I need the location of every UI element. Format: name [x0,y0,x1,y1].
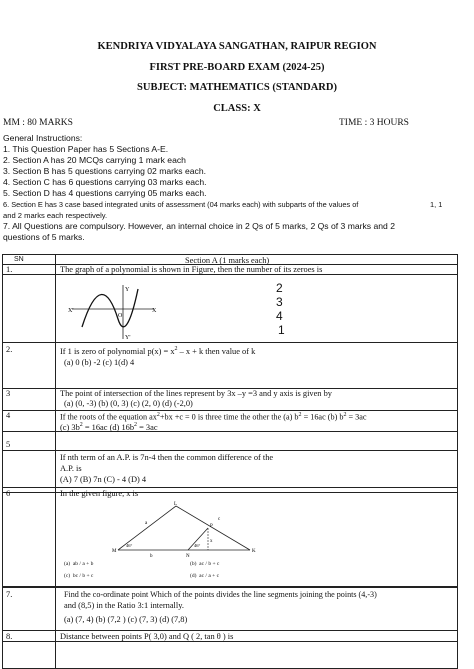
axis-x-prime: X' [68,308,74,314]
label-a: a [145,521,148,526]
q1-option: 3 [276,295,283,309]
instruction-item: and 2 marks each respectively. [3,211,108,220]
label-l: L [174,502,178,507]
label-n: N [186,554,190,559]
q8-number: 8. [6,632,13,641]
triangle-figure [110,500,260,560]
instruction-item: 6. Section E has 3 case based integrated units of assessment (04 marks each) with subparts of the values of [3,200,359,209]
instruction-item: 3. Section B has 5 questions carrying 02 marks each. [3,166,207,176]
q2-options: (a) 0 (b) -2 (c) 1(d) 4 [64,358,135,367]
axis-x: X [152,308,157,314]
axis-y-prime: Y' [125,335,131,341]
class-title: CLASS: X [213,103,261,114]
school-title: KENDRIYA VIDYALAYA SANGATHAN, RAIPUR REGION [97,41,377,52]
q3-number: 3 [6,389,11,398]
angle-1: 46° [126,543,133,548]
instruction-item: 2. Section A has 20 MCQs carrying 1 mark each [3,155,186,165]
time-allowed: TIME : 3 HOURS [339,118,409,128]
label-k: K [252,549,256,554]
q2-text: If 1 is zero of polynomial $p(x) = x^2 - x + k$ then value of k [60,346,256,356]
axis-y: Y [125,287,130,293]
q7-number: 7. [6,590,13,599]
q1-option: 4 [276,309,283,323]
instruction-item: 1. This Question Paper has 5 Sections A-E. [3,144,169,154]
q5-options: (A) 7 (B) 7n (C) - 4 (D) 4 [60,475,147,484]
origin-label: O [118,313,123,319]
q6-option-b: (b) ac / b + c [190,561,220,567]
q1-option: 2 [276,281,283,295]
q7-text: Find the co-ordinate point Which of the points divides the line segments joining the points (4,-3) [64,590,377,599]
section-a-heading: Section A (1 marks each) [185,256,270,265]
q5-number: 5 [6,440,11,449]
polynomial-graph [68,283,158,341]
q4-options-line2: (c) $3b^2 = 16ac$ (d) $16b^2 = 3ac$ [60,422,158,432]
label-b: b [150,554,153,559]
q6-option-c: (c) bc / b + c [64,573,94,579]
max-marks: MM : 80 MARKS [3,118,73,128]
col-sn-header: SN [14,256,24,263]
q3-options: (a) (0, -3) (b) (0, 3) (c) (2, 0) (d) (-2,0) [64,399,193,408]
instruction-item: 4. Section C has 6 questions carrying 03 marks each. [3,177,207,187]
label-c: c [218,517,221,522]
label-m: M [112,549,117,554]
q4-text: If the roots of the equation $ax^2+bx +c = 0$ is three time the other the (a) $b^2 = 16ac$ (b) $b^2 = 3ac$ [60,412,367,422]
instruction-item: 5. Section D has 4 questions carrying 05 marks each. [3,188,207,198]
q1-number: 1. [6,265,13,274]
q1-text: The graph of a polynomial is shown in Figure, then the number of its zeroes is [60,265,323,274]
q7-text: and (8,5) in the Ratio 3:1 internally. [64,601,184,610]
instruction-item: 7. All Questions are compulsory. However, an internal choice in 2 Qs of 5 marks, 2 Qs of 3 marks and 2 [3,221,395,231]
q3-text: The point of intersection of the lines represent by 3x –y =3 and y axis is given by [60,389,332,398]
q6-option-a: (a) ab / a + b [64,561,94,567]
subject-title: SUBJECT: MATHEMATICS (STANDARD) [137,82,337,93]
q6-text: In the given figure, x is [60,489,139,498]
label-p: P [210,524,213,529]
angle-2: 46° [194,543,201,548]
q6-number: 6 [6,489,11,498]
q8-text: Distance between points P( 3,0) and Q ( 2, tan θ ) is [60,632,234,641]
label-x: x [210,539,213,544]
q2-number: 2. [6,345,13,354]
q5-text: A.P. is [60,464,82,473]
exam-title: FIRST PRE-BOARD EXAM (2024-25) [149,62,325,73]
q6-option-d: (d) ac / a + c [190,573,220,579]
q5-text: If nth term of an A.P. is 7n-4 then the common difference of the [60,453,274,462]
instruction-item: questions of 5 marks. [3,232,85,242]
q1-option: 1 [278,323,285,337]
instructions-title: General Instructions: [3,133,83,143]
instruction-item-tail: 1, 1 [430,200,443,209]
q4-number: 4 [6,411,11,420]
q7-options: (a) (7, 4) (b) (7,2 ) (c) (7, 3) (d) (7,8) [64,615,188,624]
